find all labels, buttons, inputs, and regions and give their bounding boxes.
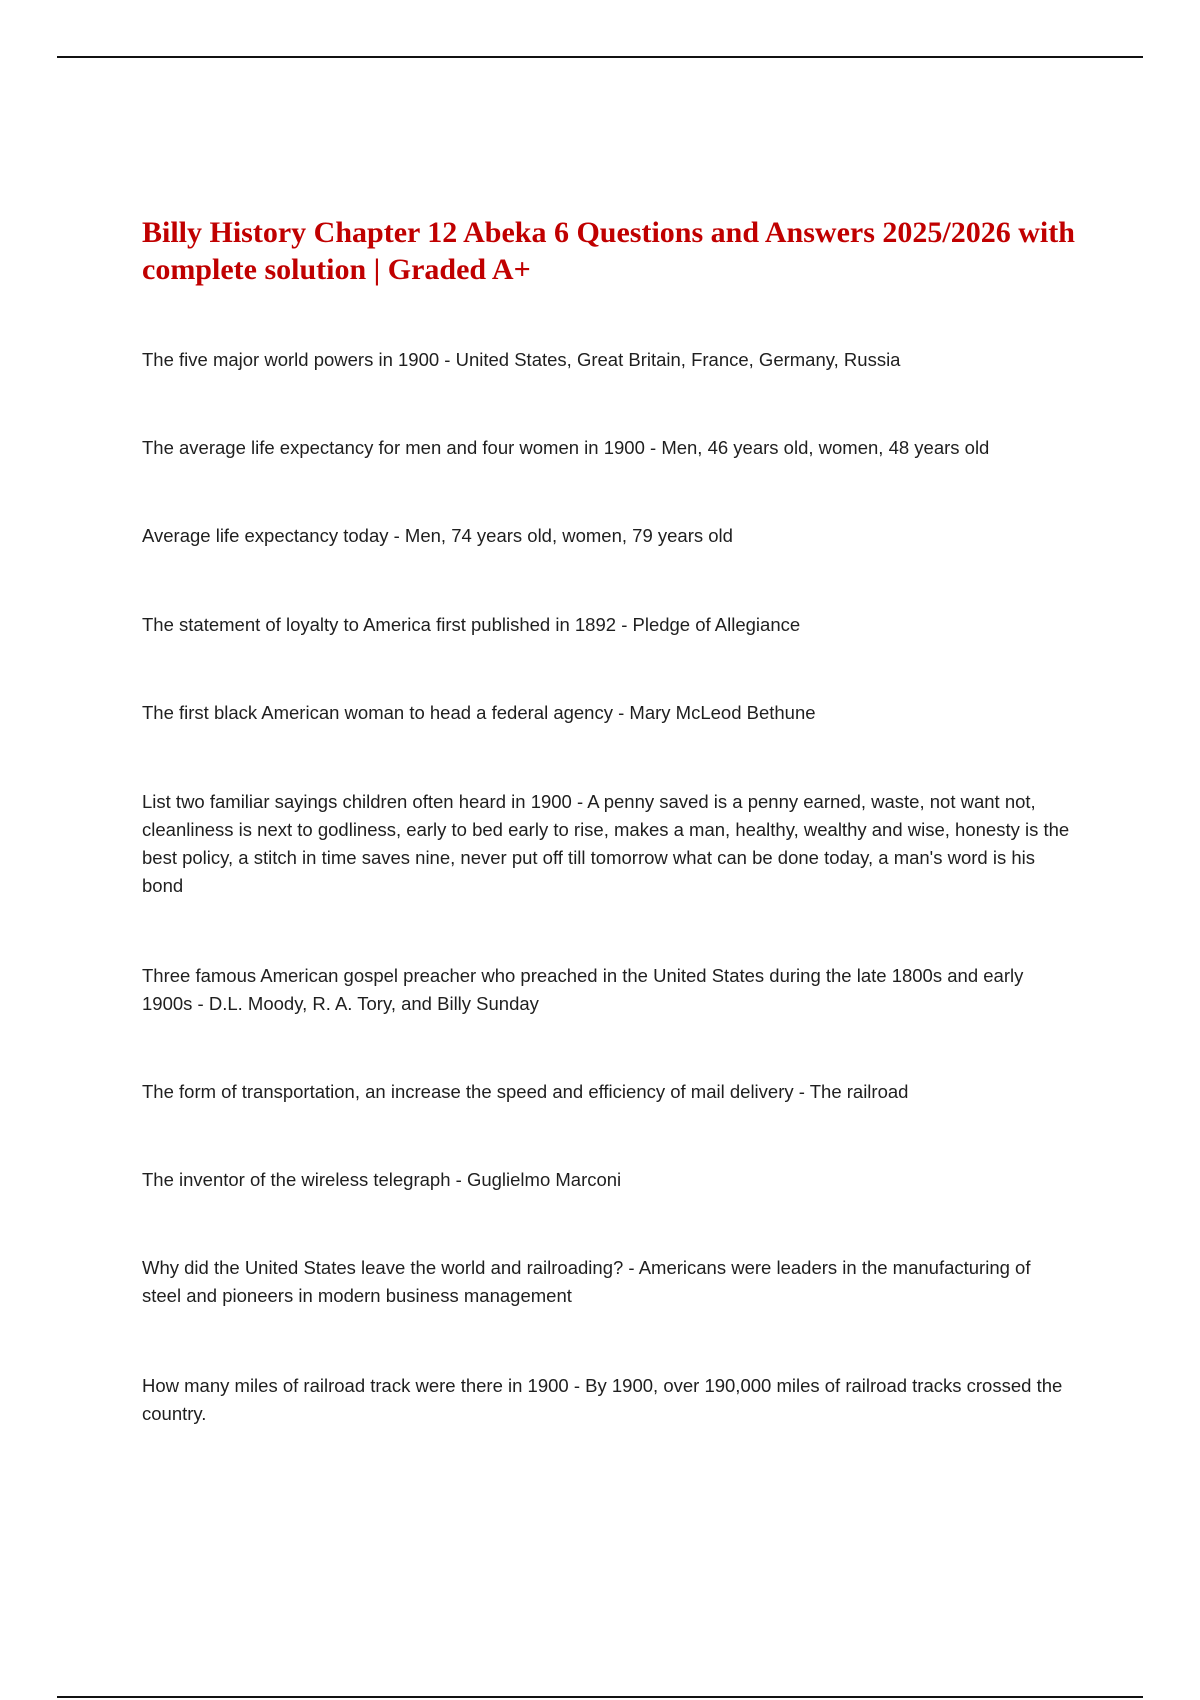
qa-item: The first black American woman to head a federal agency - Mary McLeod Bethune (142, 702, 816, 723)
qa-item: Average life expectancy today - Men, 74 years old, women, 79 years old (142, 525, 733, 546)
qa-item: How many miles of railroad track were there in 1900 - By 1900, over 190,000 miles of railroad tracks crossed the country. (142, 1375, 1063, 1424)
qa-item: The statement of loyalty to America first published in 1892 - Pledge of Allegiance (142, 614, 801, 635)
qa-item: The five major world powers in 1900 - United States, Great Britain, France, Germany, Russia (142, 349, 901, 370)
document-title: Billy History Chapter 12 Abeka 6 Questions and Answers 2025/2026 with complete solution | Graded A+ (142, 216, 1075, 286)
qa-item: The form of transportation, an increase the speed and efficiency of mail delivery - The railroad (142, 1081, 909, 1102)
top-rule (57, 56, 1143, 58)
qa-item: Three famous American gospel preacher who preached in the United States during the late 1800s and early 1900s - D.L. Moody, R. A. Tory, and Billy Sunday (142, 965, 1024, 1014)
qa-item: Why did the United States leave the world and railroading? - Americans were leaders in the manufacturing of steel and pioneers in modern business management (142, 1257, 1031, 1306)
qa-item: The average life expectancy for men and four women in 1900 - Men, 46 years old, women, 48 years old (142, 437, 990, 458)
bottom-rule (57, 1696, 1143, 1698)
qa-item: List two familiar sayings children often heard in 1900 - A penny saved is a penny earned, waste, not want not, cleanliness is next to godliness, early to bed early to rise, makes a man, healthy, wealthy and wise, honesty is the best policy, a stitch in time saves nine, never put off till tomorrow what can be done today, a man's word is his bond (142, 791, 1070, 896)
qa-item: The inventor of the wireless telegraph - Guglielmo Marconi (142, 1169, 622, 1190)
